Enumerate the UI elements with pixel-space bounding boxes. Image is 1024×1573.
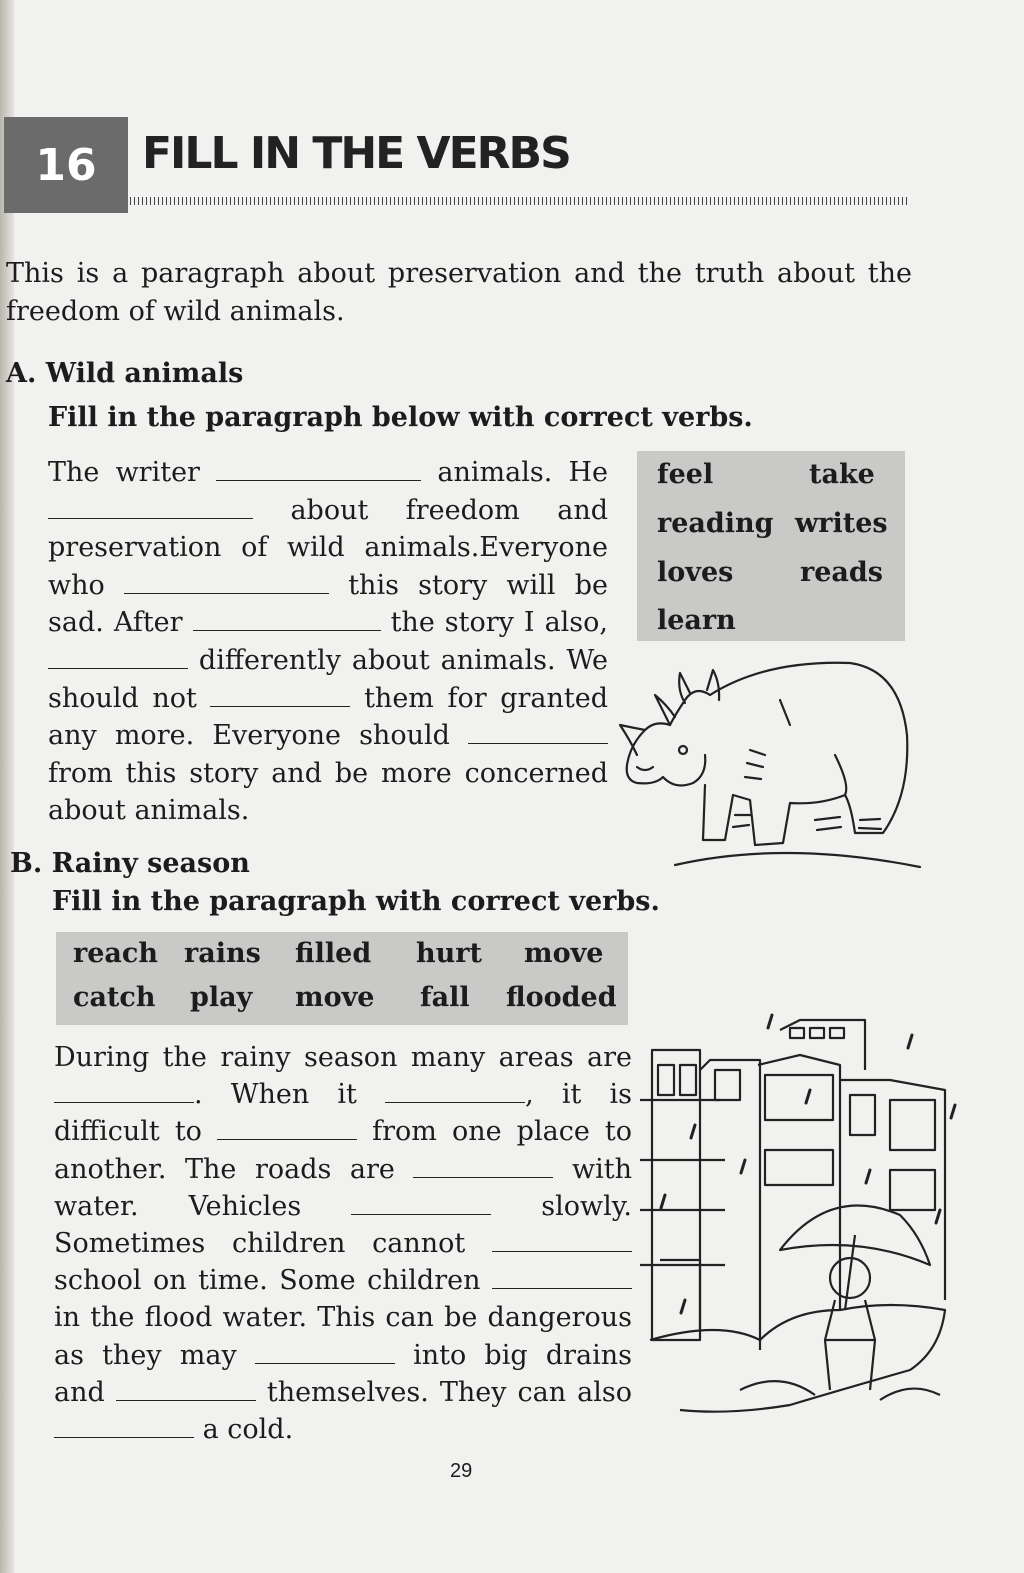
section-b-paragraph [54,1039,632,1448]
section-a-instruction: Fill in the paragraph below with correct verbs. [48,402,753,433]
blank-b4[interactable] [413,1155,553,1178]
section-a-paragraph [48,454,608,830]
blank-b9[interactable] [116,1378,256,1401]
word-b: play [190,982,253,1013]
para-a-text: animals. He [437,457,608,488]
para-b-text: themselves. They can also [266,1376,632,1408]
word-b: fall [420,982,470,1013]
para-a-text: this story will be sad. After [48,569,608,639]
para-a-text: them for granted any more. Everyone should [48,682,609,752]
blank-b6[interactable] [492,1229,632,1252]
word-b: filled [295,938,372,969]
blank-b10[interactable] [54,1415,194,1438]
word-b: hurt [416,938,482,969]
rainy-city-illustration [640,1010,970,1430]
section-b-instruction: Fill in the paragraph with correct verbs. [52,886,660,917]
word-bank-b [56,932,628,1025]
para-b-text: from one place to another. The roads are [54,1116,632,1185]
blank-b2[interactable] [385,1080,525,1103]
word-a: reading [657,508,774,539]
blank-a6[interactable] [210,684,350,707]
page-title: FILL IN THE VERBS [142,128,570,179]
section-a-label: A. [6,358,37,389]
word-b: move [295,982,375,1013]
para-a-text: from this story and be more concerned about animals. [48,757,608,827]
blank-a3[interactable] [124,571,329,594]
word-b: rains [184,938,261,969]
section-b-title: Rainy season [51,848,250,879]
para-a-text: differently about animals. We should not [48,644,608,714]
blank-b5[interactable] [351,1192,491,1215]
word-bank-a [637,451,905,641]
para-b-text: school on time. Some children [54,1265,481,1297]
section-a-heading [6,358,243,389]
section-a-title: Wild animals [45,358,244,389]
para-b-text: a cold. [202,1414,294,1446]
rhino-illustration [615,655,925,875]
word-b: move [524,938,604,969]
blank-a1[interactable] [216,458,421,481]
word-a: writes [795,508,888,539]
blank-b1[interactable] [54,1080,194,1103]
blank-b7[interactable] [492,1266,632,1289]
para-b-text: , it is difficult to [54,1079,632,1148]
word-a: take [809,459,875,490]
page-spine-shadow [0,0,14,1573]
blank-a5[interactable] [48,646,188,669]
blank-b8[interactable] [255,1341,395,1364]
para-a-text: The writer [48,457,200,488]
word-a: loves [657,557,734,588]
word-a: reads [800,557,883,588]
blank-a7[interactable] [468,721,608,744]
para-b-text: slowly. Sometimes children cannot [54,1190,632,1260]
word-a: learn [657,605,736,636]
para-b-text: with water. Vehicles [54,1153,632,1222]
para-a-text: about freedom and preservation of wild animals.Everyone who [48,494,608,601]
page-number: 29 [450,1460,473,1482]
para-a-text: the story I also, [390,607,608,639]
para-b-text: . When it [194,1079,357,1111]
section-b-heading [10,848,250,879]
para-b-text: During the rainy season many areas are [54,1042,632,1073]
blank-b3[interactable] [217,1117,357,1140]
section-b-label: B. [10,848,43,879]
title-rule [130,197,910,205]
chapter-number: 16 [4,117,128,213]
word-b: reach [73,938,158,969]
word-a: feel [657,459,714,490]
para-b-text: into big drains and [54,1339,632,1408]
intro-text: This is a paragraph about preservation and the truth about the freedom of wild animals. [6,258,912,327]
word-b: catch [73,982,156,1013]
word-b: flooded [506,982,617,1013]
para-b-text: in the flood water. This can be dangerous as they may [54,1302,632,1371]
blank-a2[interactable] [48,496,253,519]
blank-a4[interactable] [193,608,381,631]
